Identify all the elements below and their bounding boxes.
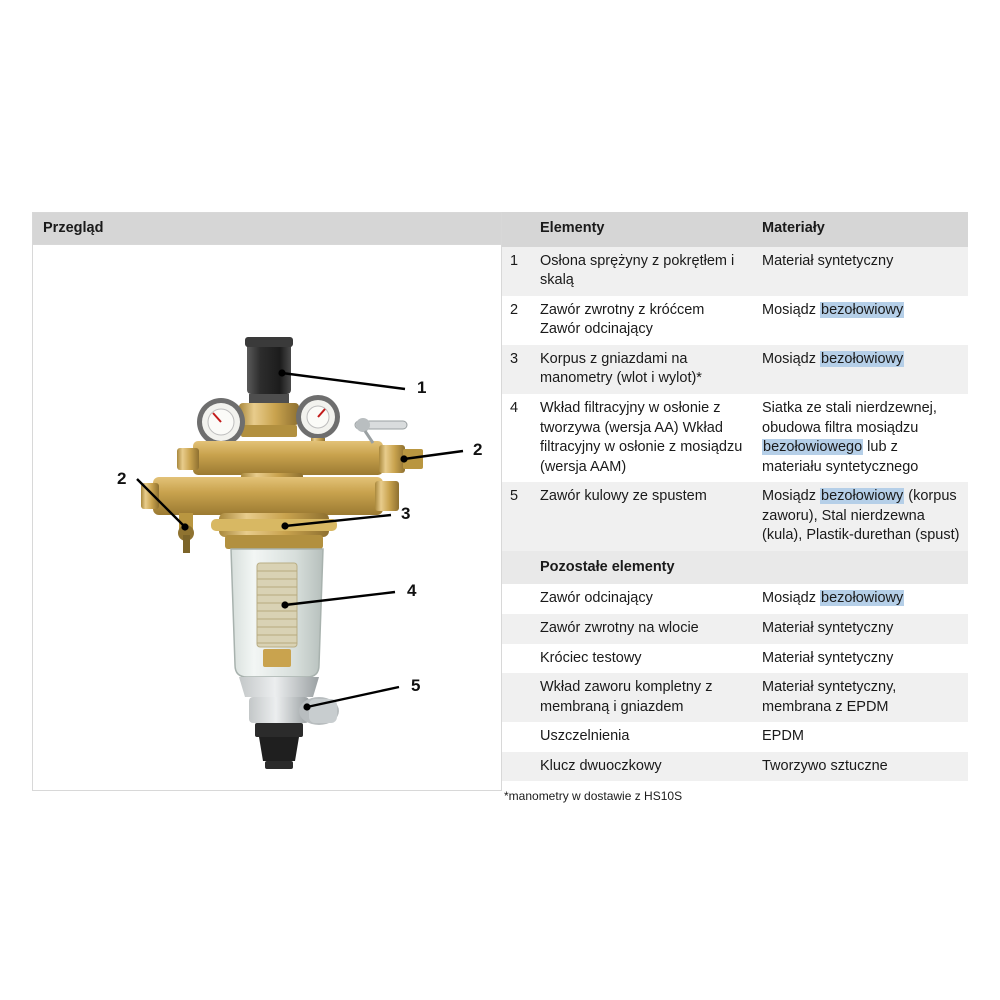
header-num [502, 212, 532, 247]
row-number: 5 [502, 482, 532, 551]
material-text: Materiał syntetyczny, membrana z EPDM [762, 679, 897, 715]
figure-callout-5: 5 [411, 676, 421, 695]
subheader-spacer-2 [754, 551, 968, 585]
row-number-empty [502, 752, 532, 782]
material-text: Mosiądz [762, 350, 821, 367]
row-material [754, 394, 968, 482]
row-number: 4 [502, 394, 532, 482]
row-element: Wkład zaworu kompletny z membraną i gniazdem [532, 673, 754, 722]
row-number-empty [502, 614, 532, 644]
material-text: Mosiądz [762, 301, 821, 318]
row-element: Korpus z gniazdami na manometry (wlot i wylot)* [532, 345, 754, 394]
material-text: Materiał syntetyczny [762, 252, 894, 269]
row-material [754, 752, 968, 782]
table-row-other [502, 644, 968, 674]
row-number: 3 [502, 345, 532, 394]
highlighted-term: bezołowiowy [821, 350, 904, 367]
material-text: EPDM [762, 728, 804, 745]
material-text: Siatka ze stali nierdzewnej, obudowa filtra mosiądzu [762, 399, 937, 436]
material-text: Mosiądz [762, 590, 821, 607]
row-number-empty [502, 644, 532, 674]
material-text: Tworzywo sztuczne [762, 757, 888, 774]
overview-sheet [32, 212, 968, 803]
right-panel [502, 212, 968, 803]
sheet-layout [32, 212, 968, 803]
product-illustration-svg [33, 245, 503, 790]
row-number-empty [502, 673, 532, 722]
row-material [754, 345, 968, 394]
row-number: 1 [502, 247, 532, 296]
table-row-other [502, 584, 968, 614]
table-header-row [502, 212, 968, 247]
table-row-other [502, 752, 968, 782]
row-material [754, 247, 968, 296]
figure-callout-3: 3 [401, 504, 411, 523]
row-element: Zawór zwrotny na wlocie [532, 614, 754, 644]
row-element: Zawór zwrotny z króćcem Zawór odcinający [532, 296, 754, 345]
left-panel-header: Przegląd [33, 213, 501, 245]
figure-callout-1: 1 [417, 378, 427, 397]
table-row-other [502, 722, 968, 752]
material-text: Materiał syntetyczny [762, 649, 894, 666]
row-number-empty [502, 722, 532, 752]
subheader-label: Pozostałe elementy [532, 551, 754, 585]
row-element: Wkład filtracyjny w osłonie z tworzywa (wersja AA) Wkład filtracyjny w osłonie z mosiądzu (wersja AAM) [532, 394, 754, 482]
row-material [754, 614, 968, 644]
header-elements: Elementy [532, 212, 754, 247]
table-row [502, 394, 968, 482]
table-row [502, 345, 968, 394]
row-number-empty [502, 584, 532, 614]
row-number: 2 [502, 296, 532, 345]
highlighted-term: bezołowiowy [821, 590, 904, 607]
highlighted-term: bezołowiowy [821, 301, 904, 318]
material-text: lub z materiału syntetycznego [762, 439, 919, 475]
row-element: Klucz dwuoczkowy [532, 752, 754, 782]
row-element: Osłona sprężyny z pokrętłem i skalą [532, 247, 754, 296]
left-panel [32, 212, 502, 791]
table-row-other [502, 614, 968, 644]
row-material [754, 644, 968, 674]
header-materials: Materiały [754, 212, 968, 247]
table-row [502, 247, 968, 296]
row-element: Uszczelnienia [532, 722, 754, 752]
table-subheader-row [502, 551, 968, 585]
row-element: Zawór odcinający [532, 584, 754, 614]
table-row [502, 296, 968, 345]
row-element: Zawór kulowy ze spustem [532, 482, 754, 551]
figure-callout-4: 4 [407, 581, 417, 600]
row-material [754, 296, 968, 345]
material-text: (korpus zaworu), Stal nierdzewna (kula), Plastik-durethan (spust) [762, 488, 960, 544]
row-element: Króciec testowy [532, 644, 754, 674]
row-material [754, 673, 968, 722]
row-material [754, 722, 968, 752]
subheader-spacer [502, 551, 532, 585]
highlighted-term: bezołowiowego [763, 439, 863, 456]
elements-table [502, 212, 968, 781]
material-text: Materiał syntetyczny [762, 620, 894, 636]
row-material [754, 482, 968, 551]
row-material [754, 584, 968, 614]
material-text: Mosiądz [762, 488, 821, 505]
product-figure [33, 245, 501, 790]
table-row [502, 482, 968, 551]
figure-callout-2-left: 2 [117, 469, 127, 488]
figure-callout-2-right: 2 [473, 440, 483, 459]
table-footnote: *manometry w dostawie z HS10S [504, 789, 683, 804]
highlighted-term: bezołowiowy [821, 488, 904, 505]
table-row-other [502, 673, 968, 722]
